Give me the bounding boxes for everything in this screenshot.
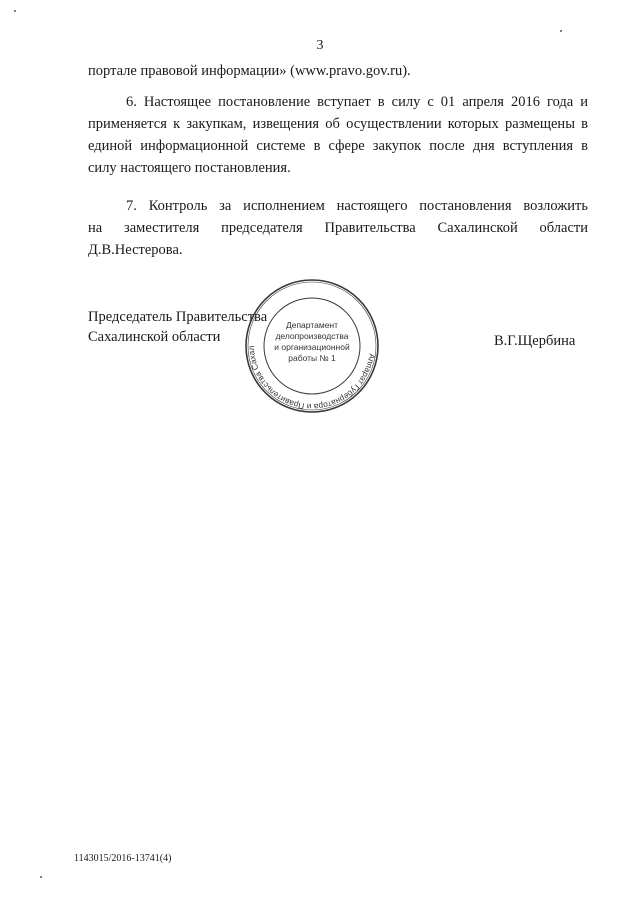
page-number: 3 [316, 38, 324, 53]
seal-graphic [242, 276, 382, 416]
signer-position-line-1: Председатель Правительства [88, 309, 268, 325]
paragraph-6-line-1: 6. Настоящее постановление вступает в силу с 01 апреля 2016 года и [126, 94, 588, 110]
paragraph-7-line-1: 7. Контроль за исполнением настоящего постановления возложить [126, 198, 588, 214]
paragraph-6 [88, 91, 588, 179]
signer-position [88, 307, 267, 347]
paragraph-6-line-2: применяется к закупкам, извещения об осуществлении которых размещены в [88, 116, 588, 132]
continuation-line [88, 60, 588, 82]
document-registration-code: 1143015/2016-13741(4) [74, 853, 172, 864]
seal-outer-text: Аппарат Губернатора и Правительства Сахал [246, 345, 377, 412]
paragraph-7-line-2: на заместителя председателя Правительства Сахалинской области [88, 220, 588, 236]
scan-speck [560, 30, 562, 32]
paragraph-7 [88, 195, 588, 261]
continuation-text: порталe правовой информации» (www.pravo.gov.ru). [88, 63, 411, 79]
paragraph-6-line-4: силу настоящего постановления. [88, 160, 291, 176]
seal-inner-line-4: работы № 1 [288, 353, 336, 363]
signer-name: В.Г.Щербина [494, 333, 576, 349]
signer-position-line-2: Сахалинской области [88, 329, 221, 345]
paragraph-6-line-3: единой информационной системе в сфере закупок после дня вступления в [88, 138, 588, 154]
scan-speck [40, 876, 42, 878]
official-seal-stamp [242, 276, 382, 416]
seal-inner-line-1: Департамент [285, 320, 339, 330]
scan-speck [14, 10, 16, 12]
seal-inner-line-2: делопроизводства [275, 331, 349, 341]
paragraph-7-line-3: Д.В.Нестерова. [88, 242, 183, 258]
seal-inner-line-3: и организационной [274, 342, 350, 352]
